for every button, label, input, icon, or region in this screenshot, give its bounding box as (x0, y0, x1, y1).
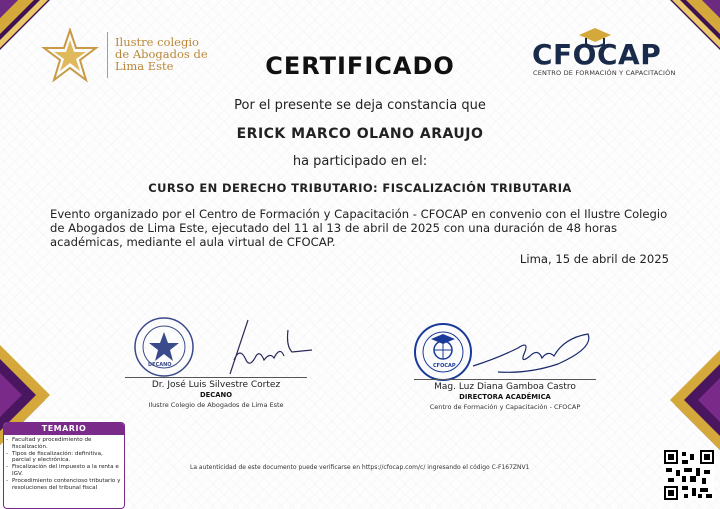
qr-code-icon (664, 450, 714, 500)
directora-signature-icon (468, 328, 598, 378)
temario-item: - Tipos de fiscalización: definitiva, parcial y electrónica. (12, 451, 122, 465)
cfocap-logo-word: CFOCAP (532, 38, 662, 71)
cfocap-seal-label: CFOCAP (433, 363, 456, 369)
directora-organization: Centro de Formación y Capacitación - CFOCAP (429, 403, 581, 411)
temario-list (4, 437, 124, 491)
directora-role: DIRECTORA ACADÉMICA (459, 393, 551, 401)
directora-name: Mag. Luz Diana Gamboa Castro (434, 382, 576, 392)
cfocap-seal-icon (413, 322, 473, 382)
right-side-ornament (670, 350, 720, 450)
logo-line-2: de Abogados de (115, 47, 208, 61)
decano-organization: Ilustre Colegio de Abogados de Lima Este (148, 401, 284, 409)
directora-signature-line (414, 379, 596, 380)
intro-text: Por el presente se deja constancia que (234, 98, 486, 113)
recipient-name: ERICK MARCO OLANO ARAUJO (236, 126, 484, 142)
cfocap-logo-subtitle: CENTRO DE FORMACIÓN Y CAPACITACIÓN (533, 69, 676, 77)
temario-item: - Facultad y procedimiento de fiscalización. (12, 437, 122, 451)
verification-text: La autenticidad de este documento puede verificarse en https://cfocap.com/c/ ingresando el código C-F167ZNV1 (190, 464, 530, 471)
decano-name: Dr. José Luis Silvestre Cortez (151, 380, 281, 390)
decano-signature-line (125, 377, 307, 378)
participated-text: ha participado en el: (292, 154, 428, 169)
top-right-corner-ornament (660, 0, 720, 60)
logo-line-3: Lima Este (115, 59, 174, 73)
temario-item: - Procedimiento contencioso tributario y resoluciones del tribunal fiscal (12, 478, 122, 492)
logo-line-1: Ilustre colegio (115, 35, 199, 49)
temario-item: - Fiscalización del impuesto a la renta e IGV. (12, 464, 122, 478)
decano-signature-icon (200, 316, 320, 378)
issue-date: Lima, 15 de abril de 2025 (519, 252, 669, 266)
temario-box (3, 422, 125, 509)
certificate-body: Evento organizado por el Centro de Formación y Capacitación - CFOCAP en convenio con el Ilustre Colegio de Abogados de Lima Este, ejecutado del 11 al 13 de abril de 2025 con una duración de 48 horas académicas, mediante el aula virtual de CFOCAP. (50, 207, 668, 249)
decano-seal-label: DECANO (148, 362, 172, 368)
decano-seal-icon (133, 316, 195, 378)
decano-role: DECANO (200, 391, 232, 399)
certificate-title: CERTIFICADO (265, 52, 455, 80)
temario-title: TEMARIO (4, 423, 124, 435)
course-title: CURSO EN DERECHO TRIBUTARIO: FISCALIZACIÓN TRIBUTARIA (148, 181, 572, 195)
